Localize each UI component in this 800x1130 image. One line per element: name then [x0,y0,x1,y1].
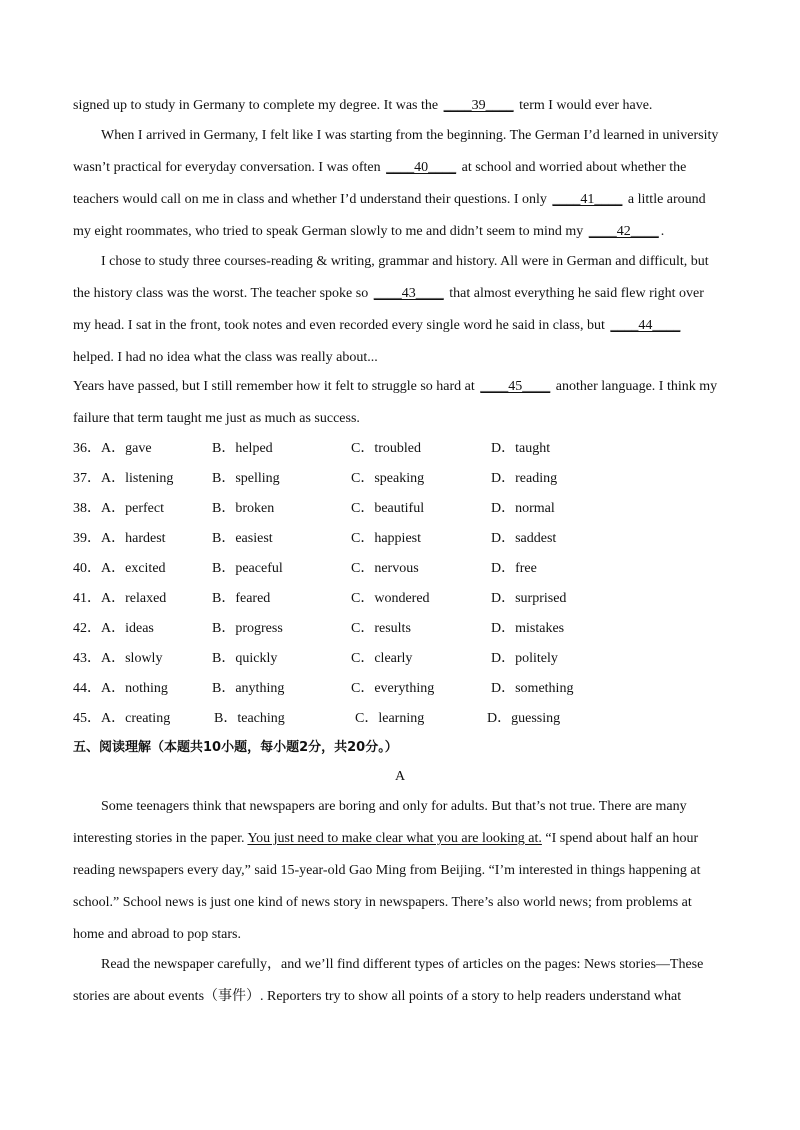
question-row-36: 36． A．gave B．helped C．troubled D．taught [73,439,723,459]
passage-line: Read the newspaper carefully，and we’ll find different types of articles on the pages: News stories—These [101,957,704,972]
option-d[interactable]: D．normal [491,501,555,516]
underlined-sentence: You just need to make clear what you are looking at. [247,831,542,846]
option-c[interactable]: C．nervous [351,561,419,576]
option-c[interactable]: C．wondered [351,591,430,606]
option-b[interactable]: B．spelling [212,471,280,486]
option-d[interactable]: D．taught [491,441,551,456]
option-c[interactable]: C．results [351,621,411,636]
blank-45: ____45____ [480,379,551,394]
question-row-44: 44． A．nothing B．anything C．everything D．something [73,679,723,699]
option-b[interactable]: B．progress [212,621,283,636]
option-c[interactable]: C．beautiful [351,501,425,516]
passage-line: failure that term taught me just as much as success. [73,411,360,426]
passage-line: interesting stories in the paper. You just need to make clear what you are looking at. “I spend about half an hour [73,831,699,846]
option-a[interactable]: A．hardest [101,531,166,546]
option-a[interactable]: A．excited [101,561,166,576]
option-c[interactable]: C．learning [355,711,425,726]
passage-line: my head. I sat in the front, took notes and even recorded every single word he said in class, but ____44____ [73,316,682,336]
option-b[interactable]: B．helped [212,441,273,456]
question-row-45: 45． A．creating B．teaching C．learning D．guessing [73,709,723,729]
question-row-40: 40． A．excited B．peaceful C．nervous D．free [73,559,723,579]
question-row-43: 43． A．slowly B．quickly C．clearly D．politely [73,649,723,669]
option-d[interactable]: D．reading [491,471,558,486]
passage-line: Years have passed, but I still remember how it felt to struggle so hard at ____45____ another language. I think my [73,377,717,397]
passage-line: the history class was the worst. The teacher spoke so ____43____ that almost everything he said flew right over [73,284,704,304]
option-b[interactable]: B．anything [212,681,285,696]
passage-line: reading newspapers every day,” said 15-year-old Gao Ming from Beijing. “I’m interested in things happening at [73,863,701,878]
option-a[interactable]: A．relaxed [101,591,167,606]
option-b[interactable]: B．feared [212,591,271,606]
option-d[interactable]: D．something [491,681,574,696]
section-heading: 五、阅读理解（本题共10小题，每小题2分，共20分。） [73,740,398,755]
passage-line: home and abroad to pop stars. [73,927,241,942]
option-d[interactable]: D．surprised [491,591,567,606]
option-c[interactable]: C．happiest [351,531,421,546]
question-row-39: 39． A．hardest B．easiest C．happiest D．saddest [73,529,723,549]
blank-41: ____41____ [552,192,623,207]
option-d[interactable]: D．saddest [491,531,557,546]
option-a[interactable]: A．slowly [101,651,163,666]
passage-line: wasn’t practical for everyday conversation. I was often ____40____ at school and worried about whether the [73,158,686,178]
option-c[interactable]: C．everything [351,681,435,696]
part-label: A [394,769,406,784]
option-a[interactable]: A．nothing [101,681,168,696]
option-a[interactable]: A．perfect [101,501,164,516]
option-b[interactable]: B．easiest [212,531,273,546]
option-c[interactable]: C．speaking [351,471,425,486]
option-b[interactable]: B．quickly [212,651,278,666]
passage-line: my eight roommates, who tried to speak German slowly to me and didn’t seem to mind my ____42____ . [73,222,664,242]
passage-line: signed up to study in Germany to complete my degree. It was the ____39____ term I would ever have. [73,96,652,116]
passage-line: school.” School news is just one kind of news story in newspapers. There’s also world news; from problems at [73,895,692,910]
blank-39: ____39____ [443,98,514,113]
option-a[interactable]: A．listening [101,471,174,486]
option-c[interactable]: C．clearly [351,651,413,666]
blank-44: ____44____ [610,318,681,333]
blank-43: ____43____ [373,286,444,301]
passage-line: helped. I had no idea what the class was really about... [73,350,378,365]
passage-line: teachers would call on me in class and whether I’d understand their questions. I only ____41____ a little around [73,190,706,210]
option-d[interactable]: D．politely [491,651,558,666]
option-a[interactable]: A．gave [101,441,152,456]
option-d[interactable]: D．mistakes [491,621,565,636]
blank-40: ____40____ [386,160,457,175]
passage-line: stories are about events（事件）. Reporters try to show all points of a story to help readers understand what [73,989,682,1004]
question-row-42: 42． A．ideas B．progress C．results D．mistakes [73,619,723,639]
question-row-37: 37． A．listening B．spelling C．speaking D．reading [73,469,723,489]
option-d[interactable]: D．free [491,561,537,576]
question-row-38: 38． A．perfect B．broken C．beautiful D．normal [73,499,723,519]
passage-line: I chose to study three courses-reading & writing, grammar and history. All were in German and difficult, but [101,254,709,269]
option-d[interactable]: D．guessing [487,711,561,726]
option-b[interactable]: B．broken [212,501,275,516]
question-row-41: 41． A．relaxed B．feared C．wondered D．surprised [73,589,723,609]
option-b[interactable]: B．teaching [214,711,285,726]
option-b[interactable]: B．peaceful [212,561,283,576]
passage-line: Some teenagers think that newspapers are boring and only for adults. But that’s not true. There are many [101,799,687,814]
option-c[interactable]: C．troubled [351,441,421,456]
option-a[interactable]: A．creating [101,711,171,726]
passage-line: When I arrived in Germany, I felt like I was starting from the beginning. The German I’d learned in university [101,128,719,143]
blank-42: ____42____ [588,224,659,239]
option-a[interactable]: A．ideas [101,621,154,636]
